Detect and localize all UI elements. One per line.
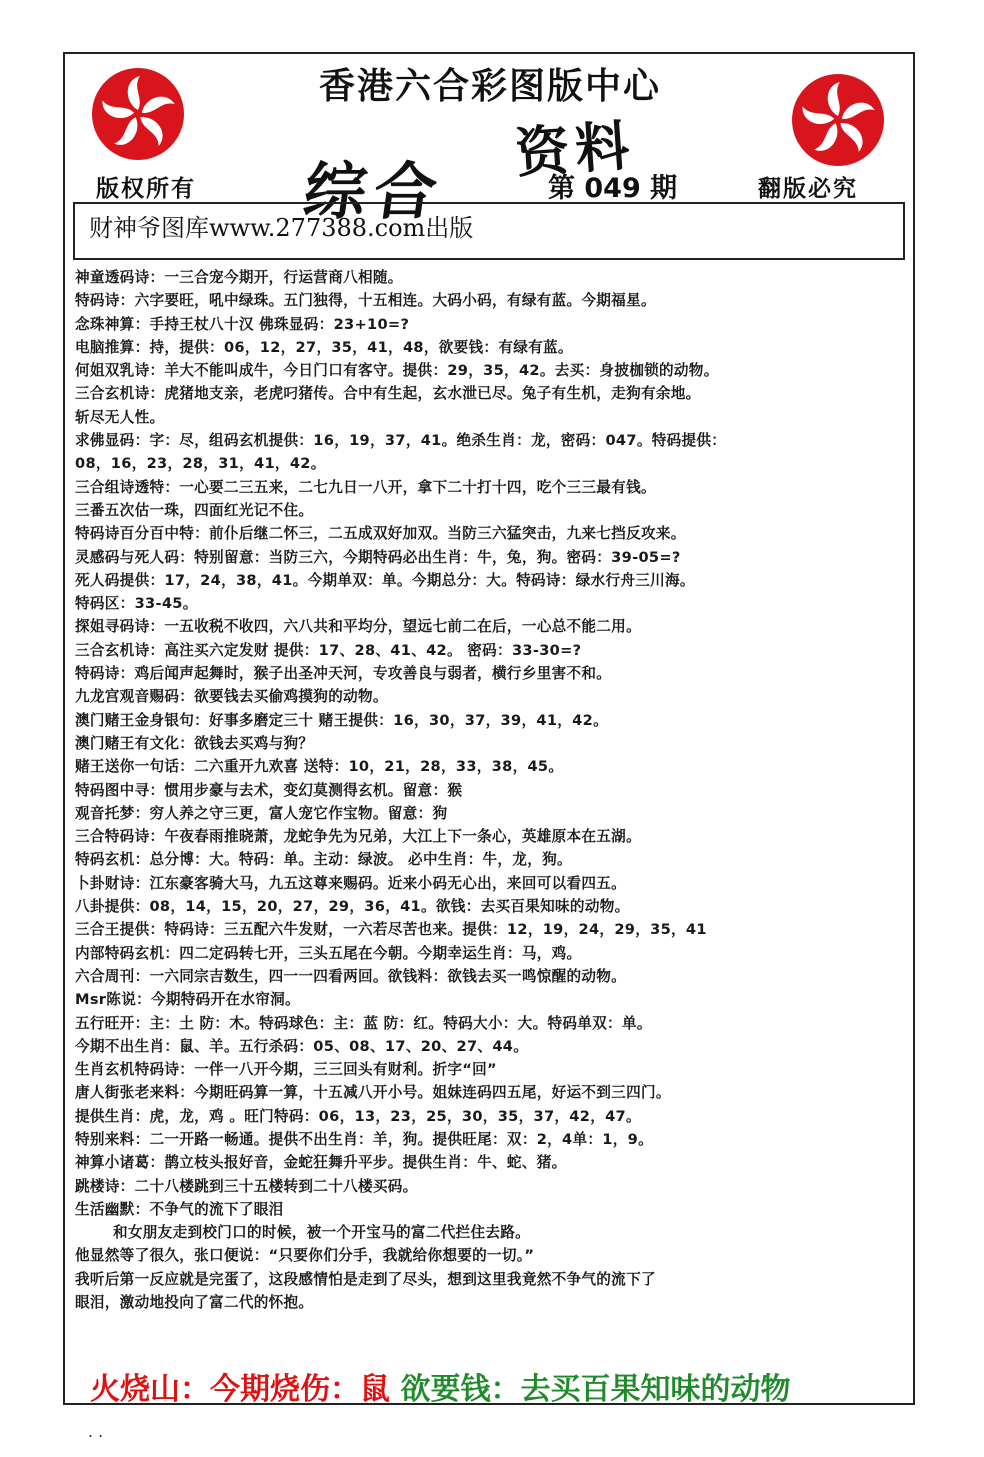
content-line: 特别来料：二一开路一畅通。提供不出生肖：羊，狗。提供旺尾：双：2，4单：1，9。 bbox=[75, 1130, 653, 1148]
content-line: 特码玄机：总分博：大。特码：单。主动：绿波。 必中生肖：牛，龙，狗。 bbox=[75, 851, 572, 869]
content-line: 提供生肖：虎，龙，鸡 。旺门特码：06，13，23，25，30，35，37，42，47。 bbox=[75, 1107, 641, 1125]
content-line: 澳门赌王金身银句：好事多磨定三十 赌王提供：16，30，37，39，41，42。 bbox=[75, 711, 608, 729]
content-line: 三合特码诗：午夜春雨推晓萧，龙蛇争先为兄弟，大江上下一条心，英雄原本在五湖。 bbox=[75, 828, 641, 846]
hong-kong-flag-right-icon bbox=[790, 72, 886, 168]
content-line: Msr陈说：今期特码开在水帘洞。 bbox=[75, 991, 300, 1009]
content-line: 念珠神算：手持王杖八十汉 佛珠显码：23+10=? bbox=[75, 315, 410, 333]
content-line: 08，16，23，28，31，41，42。 bbox=[75, 455, 326, 473]
content-line: 三合王提供：特码诗：三五配六牛发财，一六若尽苦也来。提供：12，19，24，29，35，41 bbox=[75, 921, 707, 939]
content-line: 特码诗：六字要旺，吼中绿珠。五门独得，十五相连。大码小码，有绿有蓝。今期福星。 bbox=[75, 292, 656, 310]
content-line: 和女朋友走到校门口的时候，被一个开宝马的富二代拦住去路。 bbox=[113, 1224, 531, 1242]
center-title: 香港六合彩图版中心 bbox=[318, 65, 661, 107]
content-line: 灵感码与死人码：特别留意：当防三六，今期特码必出生肖：牛，兔，狗。密码：39-05=? bbox=[75, 548, 681, 566]
footer-part-green: 欲要钱：去买百果知味的动物 bbox=[400, 1372, 791, 1407]
content-line: 五行旺开：主：土 防：木。特码球色：主：蓝 防：红。特码大小：大。特码单双：单。 bbox=[75, 1014, 652, 1032]
content-line: 神童透码诗：一三合宠今期开，行运营商八相随。 bbox=[75, 269, 403, 286]
bottom-marks: . . bbox=[88, 1422, 104, 1441]
content-line: 死人码提供：17，24，38，41。今期单双：单。今期总分：大。特码诗：绿水行舟三川海。 bbox=[75, 571, 695, 589]
content-line: 九龙宫观音赐码：欲要钱去买偷鸡摸狗的动物。 bbox=[75, 688, 388, 706]
content-line: 特码图中寻：惯用步豪与去术，变幻莫测得玄机。留意：猴 bbox=[75, 781, 463, 799]
content-line: 三合玄机诗：虎猪地支亲，老虎叼猪传。合中有生起，玄水泄已尽。兔子有生机，走狗有余地。 bbox=[75, 385, 701, 403]
hong-kong-flag-left-icon bbox=[90, 66, 186, 162]
content-line: 斩尽无人性。 bbox=[75, 408, 165, 426]
content-line: 唐人街张老来料：今期旺码算一算，十五减八开小号。姐妹连码四五尾，好运不到三四门。 bbox=[75, 1084, 671, 1102]
content-line: 生活幽默：不争气的流下了眼泪 bbox=[75, 1200, 284, 1218]
publisher-banner bbox=[73, 202, 905, 260]
content-line: 今期不出生肖：鼠、羊。五行杀码：05、08、17、20、27、44。 bbox=[75, 1037, 529, 1055]
content-line: 特码区：33-45。 bbox=[75, 595, 198, 613]
content-line: 卜卦财诗：江东豪客骑大马，九五这尊来赐码。近来小码无心出，来回可以看四五。 bbox=[75, 874, 627, 892]
content-lines bbox=[75, 266, 910, 1314]
main-title-part-1: 综合 bbox=[299, 155, 450, 228]
footer-slogan bbox=[90, 1364, 900, 1407]
content-line: 眼泪，激动地投向了富二代的怀抱。 bbox=[75, 1294, 314, 1312]
content-line: 三番五次估一珠，四面红光记不住。 bbox=[75, 501, 314, 519]
content-line: 赌王送你一句话：二六重开九欢喜 送特：10，21，28，33，38，45。 bbox=[75, 758, 564, 776]
content-line: 特码诗：鸡后闻声起舞时，猴子出圣冲天河，专攻善良与弱者，横行乡里害不和。 bbox=[75, 665, 612, 683]
content-line: 我听后第一反应就是完蛋了，这段感情怕是走到了尽头，想到这里我竟然不争气的流下了 bbox=[75, 1270, 656, 1288]
content-line: 探姐寻码诗：一五收税不收四，六八共和平均分，望远七前二在后，一心总不能二用。 bbox=[75, 618, 641, 636]
content-line: 澳门赌王有文化：欲钱去买鸡与狗？ bbox=[75, 734, 314, 752]
content-line: 神算小诸葛：鹊立枝头报好音，金蛇狂舞升平步。提供生肖：牛、蛇、猪。 bbox=[75, 1154, 567, 1172]
content-line: 他显然等了很久，张口便说：“只要你们分手，我就给你想要的一切。” bbox=[75, 1247, 535, 1265]
content-line: 跳楼诗：二十八楼跳到三十五楼转到二十八楼买码。 bbox=[75, 1177, 418, 1195]
footer-part-red: 火烧山：今期烧伤：鼠 bbox=[90, 1372, 390, 1407]
content-line: 求佛显码：字：尽，组码玄机提供：16，19，37，41。绝杀生肖：龙，密码：047。特码提供： bbox=[75, 432, 727, 450]
content-line: 六合周刊：一六同宗吉数生，四一一四看两回。欲钱料：欲钱去买一鸣惊醒的动物。 bbox=[75, 967, 627, 985]
content-line: 生肖玄机特码诗：一伴一八开今期，三三回头有财利。折字“回” bbox=[75, 1061, 497, 1079]
content-line: 三合玄机诗：高注买六定发财 提供：17、28、41、42。 密码：33-30=? bbox=[75, 641, 582, 659]
content-line: 特码诗百分百中特：前仆后继二怀三，二五成双好加双。当防三六猛突击，九来七挡反攻来。 bbox=[75, 525, 686, 543]
content-line: 八卦提供：08，14，15，20，27，29，36，41。欲钱：去买百果知味的动物。 bbox=[75, 898, 630, 916]
content-line: 何姐双乳诗：羊大不能叫成牛，今日门口有客守。提供：29，35，42。去买：身披枷锁的动物。 bbox=[75, 362, 719, 380]
content-line: 内部特码玄机：四二定码转七开，三头五尾在今朝。今期幸运生肖：马，鸡。 bbox=[75, 944, 582, 962]
content-line: 电脑推算：持，提供：06，12，27，35，41，48，欲要钱：有绿有蓝。 bbox=[75, 338, 573, 356]
publisher-text: 财神爷图库www.277388.com出版 bbox=[89, 214, 474, 242]
content-line: 观音托梦：穷人养之守三更，富人宠它作宝物。留意：狗 bbox=[75, 804, 448, 822]
main-title-part-2: 资料 bbox=[513, 112, 638, 186]
piracy-warning-label: 翻版必究 bbox=[758, 176, 858, 202]
copyright-label: 版权所有 bbox=[96, 176, 196, 202]
content-line: 三合组诗透特：一心要二三五来，二七九日一八开，拿下二十打十四，吃个三三最有钱。 bbox=[75, 478, 656, 496]
issue-number: 第 049 期 bbox=[548, 173, 678, 204]
